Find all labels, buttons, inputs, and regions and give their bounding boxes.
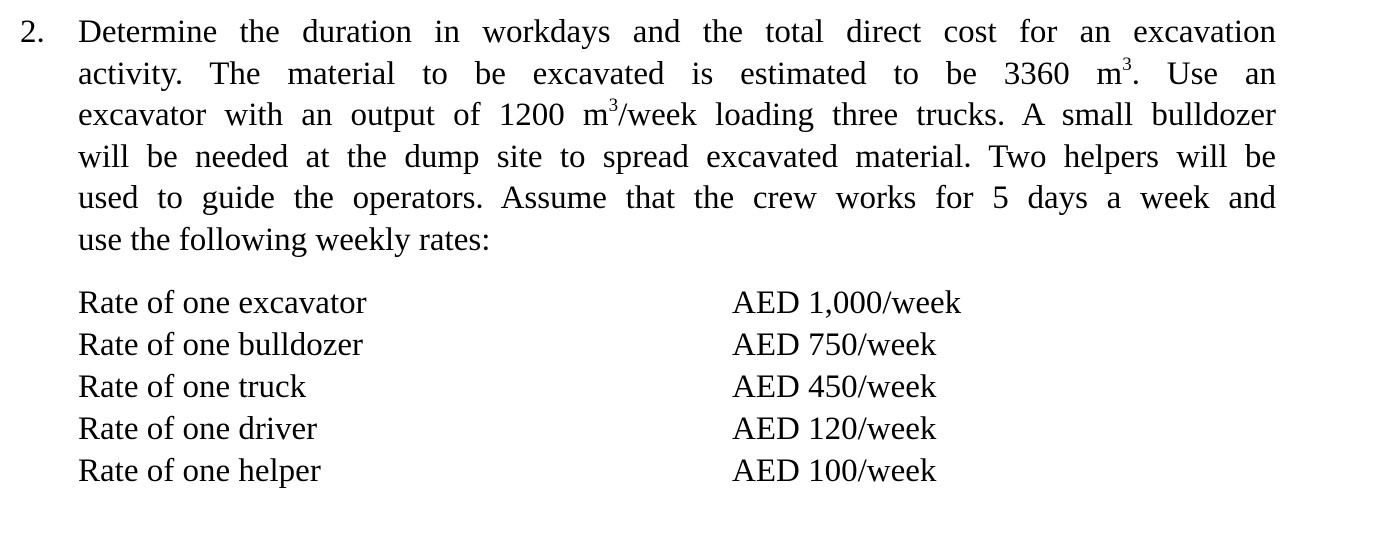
rate-label: Rate of one helper [78, 453, 321, 489]
rate-row [78, 366, 1078, 408]
rate-value: AED 1,000/week [732, 285, 962, 321]
rate-row [78, 324, 1078, 366]
rate-label: Rate of one truck [78, 369, 307, 405]
text-segment: excavator with an output of 1200 m [78, 97, 609, 134]
question-line-6 [78, 220, 1276, 262]
text-segment: activity. The material to be excavated is estimated to be 3360 m [78, 55, 1123, 92]
rate-value: AED 120/week [732, 411, 937, 447]
question-line-2 [78, 54, 1276, 96]
rate-value: AED 100/week [732, 453, 937, 489]
question-line-1 [78, 12, 1276, 54]
rate-value: AED 750/week [732, 327, 937, 363]
rate-label: Rate of one bulldozer [78, 327, 363, 363]
rate-label: Rate of one driver [78, 411, 318, 447]
text-segment: Determine the duration in workdays and the total direct cost for an excavation [78, 14, 1276, 50]
question-line-3 [78, 95, 1276, 137]
question-line-5 [78, 178, 1276, 220]
text-segment: /week loading three trucks. A small bulldozer [618, 97, 1276, 134]
text-segment: will be needed at the dump site to spread excavated material. Two helpers will be [78, 138, 1276, 175]
rate-row [78, 450, 1078, 492]
text-segment: . Use an [1131, 55, 1277, 92]
superscript-exponent: 3 [1122, 53, 1132, 75]
question-text [78, 12, 1276, 262]
rate-label: Rate of one excavator [78, 285, 367, 321]
text-segment: use the following weekly rates: [78, 221, 491, 258]
rates-table [78, 282, 1078, 492]
rate-row [78, 282, 1078, 324]
rate-row [78, 408, 1078, 450]
superscript-exponent: 3 [608, 95, 619, 117]
question-number: 2. [20, 14, 45, 50]
question-line-4 [78, 137, 1276, 179]
rate-value: AED 450/week [732, 369, 937, 405]
text-segment: used to guide the operators. Assume that the crew works for 5 days a week and [78, 180, 1276, 217]
